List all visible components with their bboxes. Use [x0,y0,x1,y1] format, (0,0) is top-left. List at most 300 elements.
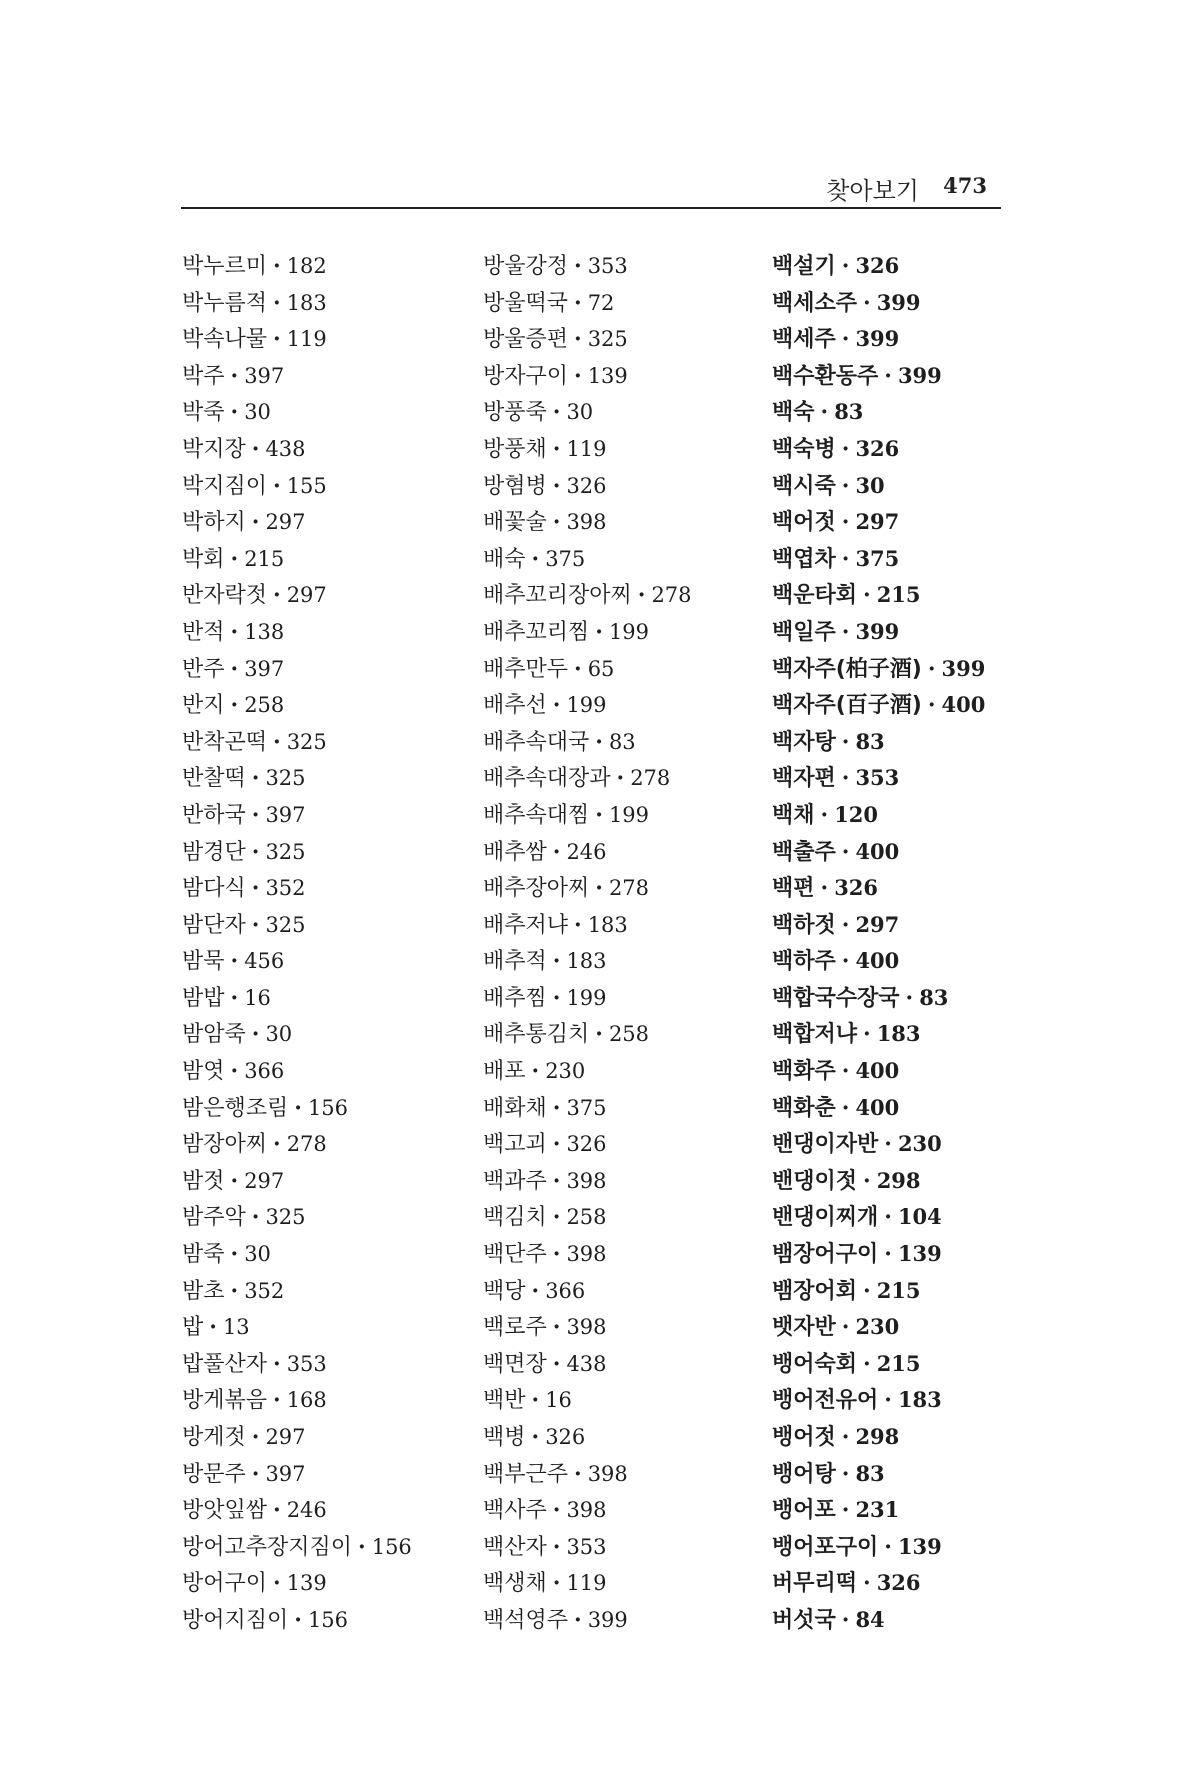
index-page-number: 399 [941,655,986,681]
index-page-number: 215 [244,546,285,571]
index-entry [772,1199,985,1236]
index-term: 백자탕 [772,729,836,755]
index-page-number: 366 [244,1059,285,1084]
index-term: 방앗잎쌈 [182,1498,268,1524]
separator-dot: · [251,911,260,938]
index-term: 백숙 [772,400,815,426]
separator-dot: · [841,838,850,865]
index-term: 백자주(百子酒) [772,693,922,719]
separator-dot: · [273,1570,281,1597]
index-term: 밤주악 [182,1205,246,1231]
index-entry [772,797,985,834]
index-term: 반지 [182,693,225,719]
index-entry [483,1419,692,1456]
separator-dot: · [230,362,239,389]
index-term: 백출주 [772,839,836,865]
index-entry [483,248,692,285]
separator-dot: · [863,289,871,316]
index-term: 백당 [483,1278,526,1304]
index-page-number: 400 [855,1094,900,1120]
index-term: 배추저냐 [483,912,569,938]
index-page-number: 398 [566,1315,607,1340]
index-term: 배추쌈 [483,839,547,865]
index-entry [483,614,692,651]
index-page-number: 120 [834,801,879,827]
index-term: 백운타회 [772,583,858,609]
separator-dot: · [595,1021,603,1048]
index-page-number: 83 [834,399,864,425]
index-entry [182,1492,412,1529]
separator-dot: · [230,984,239,1011]
index-page-number: 353 [286,1351,327,1376]
index-entry [772,834,985,871]
index-page-number: 397 [244,363,285,388]
index-page-number: 139 [587,363,628,388]
index-term: 백화주 [772,1059,836,1085]
index-term: 배추찜 [483,985,547,1011]
index-term: 배추적 [483,949,547,975]
index-page-number: 156 [307,1095,349,1120]
index-page-number: 199 [608,619,650,644]
index-page-number: 375 [566,1095,607,1120]
index-page-number: 138 [244,619,285,644]
index-page-number: 353 [587,254,628,278]
index-page-number: 183 [286,290,327,315]
separator-dot: · [251,1021,260,1048]
index-page-number: 297 [265,1425,306,1449]
index-page-number: 325 [587,327,628,352]
separator-dot: · [531,545,540,572]
index-term: 밤다식 [182,876,246,902]
index-entry [483,577,692,614]
index-term: 반하국 [182,802,246,828]
index-entry [772,285,985,322]
separator-dot: · [358,1533,366,1560]
index-page-number: 326 [855,253,900,278]
separator-dot: · [251,1204,260,1231]
index-page-number: 72 [587,290,615,315]
index-entry [772,248,985,285]
separator-dot: · [552,435,561,462]
separator-dot: · [884,1131,892,1158]
index-page-number: 246 [566,839,607,864]
index-page-number: 278 [286,1132,327,1157]
index-term: 백병 [483,1425,526,1450]
index-page-number: 297 [286,583,327,608]
separator-dot: · [251,509,260,536]
index-page-number: 13 [222,1315,250,1340]
index-page-number: 438 [566,1351,607,1376]
index-term: 백로주 [483,1315,547,1341]
separator-dot: · [574,362,582,389]
index-page-number: 297 [244,1168,285,1193]
index-page-number: 298 [876,1167,921,1193]
index-page-number: 397 [265,802,306,827]
separator-dot: · [820,399,829,426]
index-page-number: 30 [855,472,885,498]
index-term: 백부근주 [483,1461,569,1487]
separator-dot: · [531,1424,540,1450]
separator-dot: · [616,765,625,792]
index-term: 뱅어전유어 [772,1388,879,1414]
index-page-number: 199 [566,693,607,718]
separator-dot: · [230,692,239,719]
index-entry [772,724,985,761]
index-term: 방울떡국 [483,290,569,316]
separator-dot: · [637,582,646,609]
index-term: 배추꼬리찜 [483,619,590,645]
index-page-number: 326 [566,1132,607,1157]
index-entry [772,1163,985,1200]
index-page-number: 398 [566,1242,607,1267]
index-term: 방울증편 [483,327,569,353]
index-term: 방풍채 [483,436,547,462]
separator-dot: · [230,1167,239,1194]
separator-dot: · [552,1497,561,1524]
separator-dot: · [863,1021,871,1048]
separator-dot: · [927,655,936,682]
index-entry [772,1273,985,1310]
separator-dot: · [574,253,582,279]
index-entry [483,1565,692,1602]
index-term: 방자구이 [483,363,569,389]
separator-dot: · [230,655,239,682]
separator-dot: · [552,692,561,719]
separator-dot: · [863,1167,871,1194]
index-page-number: 398 [587,1461,628,1486]
index-term: 뱅어포구이 [772,1534,879,1560]
separator-dot: · [841,253,850,279]
index-page-number: 297 [265,510,306,535]
index-entry [182,1529,412,1566]
index-page-number: 326 [566,473,607,498]
index-entry [772,1456,985,1493]
separator-dot: · [841,1606,850,1633]
index-term: 밤젓 [182,1168,225,1194]
index-term: 방어고추장지짐이 [182,1534,353,1560]
separator-dot: · [251,875,260,902]
index-page-number: 278 [630,766,671,791]
separator-dot: · [841,728,850,755]
index-term: 배추속대국 [483,729,590,755]
index-term: 밥풀산자 [182,1351,268,1377]
index-entry [772,1565,985,1602]
index-term: 밤밥 [182,985,225,1011]
index-entry [772,1053,985,1090]
separator-dot: · [552,1167,561,1194]
index-term: 백면장 [483,1351,547,1377]
index-term: 백석영주 [483,1607,569,1633]
index-term: 백하주 [772,949,836,975]
index-entry [182,468,412,505]
index-term: 박누름적 [182,290,268,316]
index-term: 배숙 [483,546,526,572]
index-page-number: 156 [371,1534,412,1559]
index-page-number: 325 [265,839,306,864]
index-term: 뱀장어회 [772,1278,858,1304]
index-term: 백시죽 [772,473,836,499]
index-term: 반찰떡 [182,766,246,792]
separator-dot: · [273,1497,281,1524]
index-entry [772,1126,985,1163]
index-page-number: 215 [876,1350,921,1376]
separator-dot: · [905,984,914,1011]
index-entry [483,1053,692,1090]
separator-dot: · [552,1533,561,1560]
index-term: 백화춘 [772,1095,836,1121]
index-page-number: 366 [545,1278,586,1303]
index-page-number: 119 [286,327,327,352]
separator-dot: · [574,1606,582,1633]
index-term: 백엽차 [772,546,836,572]
index-entry [182,943,412,980]
index-page-number: 326 [834,875,879,901]
index-term: 백고괴 [483,1132,547,1158]
index-term: 백단주 [483,1242,547,1268]
index-term: 뱅어포 [772,1498,836,1524]
index-page-number: 83 [919,984,949,1010]
index-entry [182,1309,412,1346]
index-entry [772,394,985,431]
index-term: 밤암죽 [182,1022,246,1048]
index-entry [772,943,985,980]
index-entry [483,358,692,395]
separator-dot: · [841,618,850,645]
index-entry [182,1236,412,1273]
separator-dot: · [574,289,582,316]
page-title: 찾아보기 [826,177,919,205]
index-term: 방게젓 [182,1425,246,1450]
index-page-number: 325 [265,766,306,791]
separator-dot: · [273,1131,281,1158]
index-page-number: 215 [876,582,921,608]
separator-dot: · [595,801,603,828]
index-term: 백합저냐 [772,1022,858,1048]
index-entry [182,614,412,651]
index-page-number: 215 [876,1277,921,1303]
index-entry [182,1053,412,1090]
index-column-right [772,248,985,1639]
index-entry [483,1492,692,1529]
separator-dot: · [841,1497,850,1524]
index-term: 방게볶음 [182,1388,268,1414]
index-entry [483,724,692,761]
index-term: 배추통김치 [483,1022,590,1048]
index-page-number: 398 [566,510,607,535]
index-entry [182,1456,412,1493]
index-entry [182,1419,412,1456]
separator-dot: · [884,1241,892,1268]
index-page-number: 325 [286,729,327,754]
separator-dot: · [230,399,239,426]
index-entry [182,248,412,285]
index-page-number: 326 [545,1425,586,1449]
separator-dot: · [251,838,260,865]
index-page-number: 297 [855,911,900,937]
separator-dot: · [574,911,582,938]
separator-dot: · [884,362,892,389]
index-entry [483,468,692,505]
index-term: 백자주(柏子酒) [772,656,922,682]
index-entry [772,980,985,1017]
index-page-number: 399 [587,1607,628,1632]
index-entry [772,1382,985,1419]
index-entry [182,1016,412,1053]
index-entry [772,504,985,541]
index-entry [182,651,412,688]
index-entry [182,577,412,614]
index-term: 배추속대찜 [483,802,590,828]
index-term: 방풍죽 [483,400,547,426]
index-entry [483,321,692,358]
index-page-number: 139 [286,1571,327,1596]
separator-dot: · [552,509,561,536]
index-term: 뱅어숙회 [772,1351,858,1377]
index-page-number: 83 [608,729,636,754]
index-entry [483,1602,692,1639]
index-page-number: 30 [566,400,594,425]
index-page-number: 183 [566,949,607,974]
separator-dot: · [552,1131,561,1158]
index-term: 방어구이 [182,1571,268,1597]
index-term: 백반 [483,1388,526,1414]
index-term: 배꽃술 [483,510,547,536]
index-term: 백채 [772,802,815,828]
index-term: 백세소주 [772,290,858,316]
index-term: 박속나물 [182,327,268,353]
index-entry [772,1309,985,1346]
separator-dot: · [595,728,603,755]
index-entry [483,1090,692,1127]
index-column-left [182,248,412,1639]
separator-dot: · [574,326,582,353]
index-term: 배추꼬리장아찌 [483,583,632,609]
index-entry [483,1273,692,1310]
index-page-number: 438 [265,436,306,461]
separator-dot: · [863,1350,871,1377]
index-term: 박주 [182,363,225,389]
index-term: 밤경단 [182,839,246,865]
index-page-number: 258 [566,1205,607,1230]
index-entry [483,1309,692,1346]
separator-dot: · [595,618,603,645]
index-page-number: 398 [566,1498,607,1523]
index-column-middle [483,248,692,1639]
separator-dot: · [927,692,936,719]
separator-dot: · [230,1058,239,1085]
index-term: 방문주 [182,1461,246,1487]
index-page-number: 353 [855,765,900,791]
index-entry [772,541,985,578]
index-term: 박죽 [182,400,225,426]
index-entry [772,907,985,944]
index-entry [772,1419,985,1456]
index-entry [483,1456,692,1493]
index-entry [772,1492,985,1529]
separator-dot: · [251,435,260,462]
index-page-number: 231 [855,1497,900,1523]
index-page-number: 199 [566,985,607,1010]
separator-dot: · [552,1204,561,1231]
separator-dot: · [595,875,603,902]
index-entry [772,1346,985,1383]
page-number: 473 [943,173,987,198]
index-page-number: 400 [855,948,900,974]
index-term: 밤초 [182,1278,225,1304]
page-header [181,165,1001,209]
index-entry [483,797,692,834]
index-entry [182,1273,412,1310]
index-page-number: 325 [265,1205,306,1230]
index-page-number: 183 [897,1387,942,1413]
separator-dot: · [251,765,260,792]
index-page-number: 230 [897,1131,942,1157]
index-entry [182,504,412,541]
index-entry [483,1016,692,1053]
separator-dot: · [230,545,239,572]
index-entry [483,394,692,431]
index-term: 백일주 [772,619,836,645]
index-term: 밴댕이젓 [772,1168,858,1194]
index-term: 반주 [182,656,225,682]
index-page-number: 155 [286,473,327,498]
index-term: 박하지 [182,510,246,536]
separator-dot: · [552,838,561,865]
index-page-number: 168 [286,1388,327,1413]
index-entry [182,797,412,834]
index-term: 백김치 [483,1205,547,1231]
index-page-number: 258 [244,693,285,718]
separator-dot: · [552,472,561,499]
index-term: 백어젓 [772,510,836,536]
index-page-number: 183 [587,912,628,937]
separator-dot: · [531,1058,540,1085]
index-entry [772,870,985,907]
separator-dot: · [574,1460,582,1487]
index-entry [483,651,692,688]
index-term: 박지짐이 [182,473,268,499]
index-term: 백하젓 [772,912,836,938]
separator-dot: · [552,1570,561,1597]
separator-dot: · [531,1277,540,1304]
index-page-number: 65 [587,656,615,681]
index-entry [182,1126,412,1163]
index-term: 배포 [483,1059,526,1085]
index-entry [483,980,692,1017]
index-entry [772,687,985,724]
separator-dot: · [273,289,281,316]
separator-dot: · [251,801,260,828]
index-entry [182,724,412,761]
index-term: 백사주 [483,1498,547,1524]
index-page-number: 246 [286,1498,327,1523]
index-entry [182,285,412,322]
index-entry [772,651,985,688]
separator-dot: · [884,1204,892,1231]
index-entry [483,1346,692,1383]
index-page-number: 119 [566,1571,607,1596]
index-term: 밤엿 [182,1059,225,1085]
separator-dot: · [863,1277,871,1304]
index-term: 백합국수장국 [772,985,900,1011]
separator-dot: · [841,948,850,975]
index-page-number: 230 [545,1059,586,1084]
index-entry [182,1199,412,1236]
index-page-number: 199 [608,802,650,827]
index-term: 백숙병 [772,436,836,462]
index-page-number: 104 [897,1204,942,1230]
separator-dot: · [273,253,281,279]
